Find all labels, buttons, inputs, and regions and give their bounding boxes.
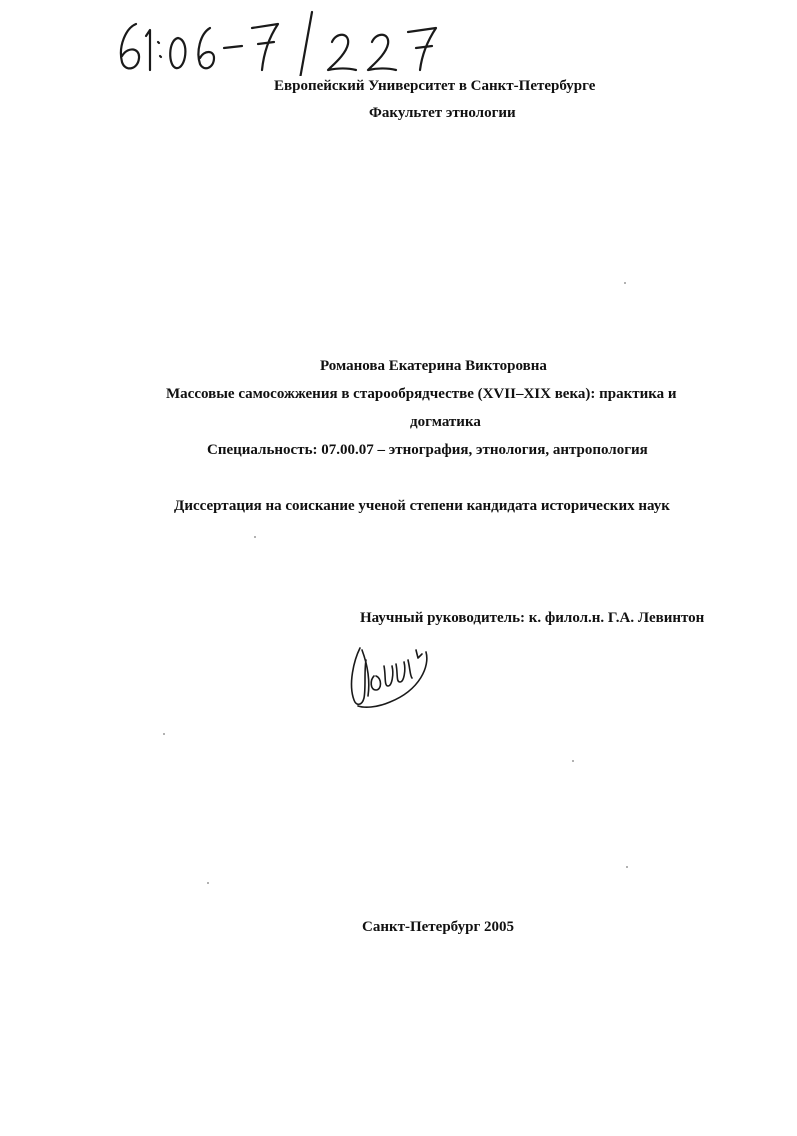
specialty-label: Специальность: (207, 442, 318, 458)
author-name: Романова Екатерина Викторовна (320, 358, 547, 374)
faculty-name: Факультет этнологии (369, 105, 516, 121)
scan-speck (572, 760, 574, 762)
scan-speck (207, 882, 209, 884)
city-and-year: Санкт-Петербург 2005 (362, 919, 515, 935)
scan-speck (624, 282, 626, 284)
scan-speck (626, 866, 628, 868)
dissertation-type: Диссертация на соискание ученой степени кандидата исторических наук (174, 498, 670, 514)
advisor-signature (340, 636, 440, 712)
university-name: Европейский Университет в Санкт-Петербурге (274, 78, 596, 94)
scientific-advisor: Научный руководитель: к. филол.н. Г.А. Левинтон (360, 610, 705, 626)
handwritten-archive-code (110, 6, 450, 76)
specialty-line (207, 441, 648, 459)
scan-speck (163, 733, 165, 735)
archive-code-handwriting (110, 6, 450, 76)
specialty-value: 07.00.07 – этнография, этнология, антропология (321, 442, 648, 458)
scan-speck (254, 536, 256, 538)
dissertation-title-line-1: Массовые самосожжения в старообрядчестве (XVII–XIX века): практика и (166, 386, 677, 402)
signature-scribble (340, 636, 440, 712)
dissertation-title-line-2: догматика (410, 414, 481, 430)
